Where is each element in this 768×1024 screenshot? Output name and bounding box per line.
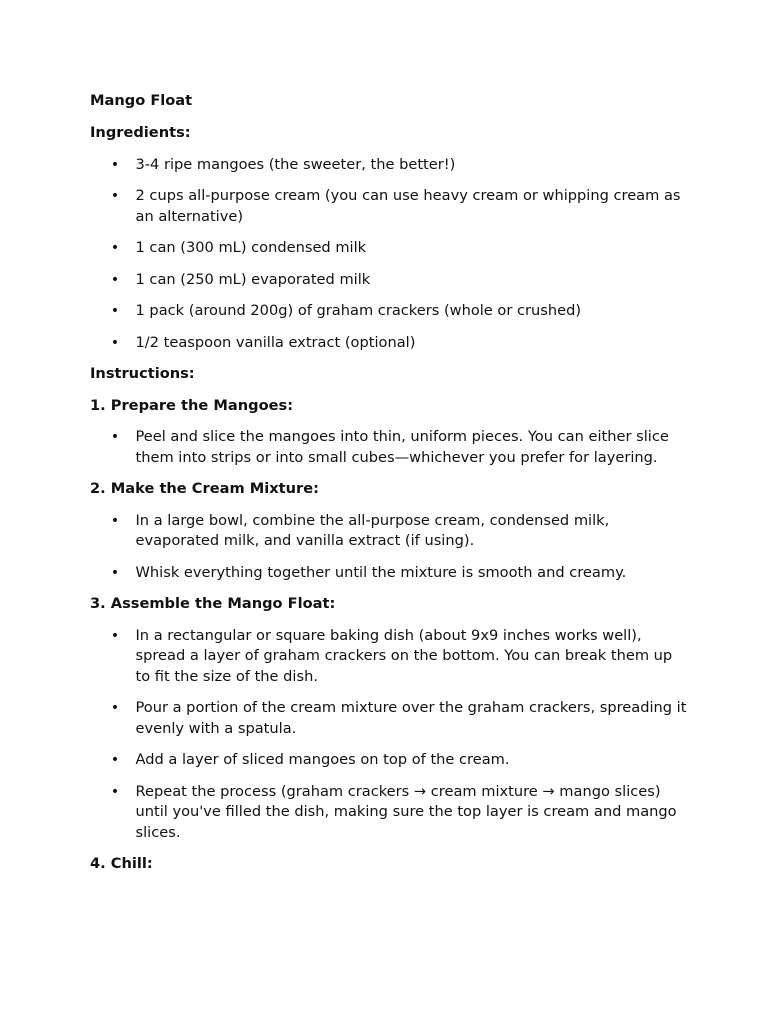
bullet-icon: •: [110, 512, 120, 529]
bullet-icon: •: [110, 429, 120, 445]
step-heading-assemble: 3. Assemble the Mango Float:: [90, 595, 336, 612]
ingredient-item: • 3-4 ripe mangoes (the sweeter, the better!): [90, 155, 690, 176]
instruction-item: • Peel and slice the mangoes into thin, uniform pieces. You can either slice them into strips or into small cubes—whichever you prefer for layering.: [110, 428, 669, 466]
step-heading-chill: 4. Chill:: [90, 855, 153, 872]
instructions-heading: Instructions:: [90, 365, 195, 382]
bullet-icon: •: [110, 188, 120, 204]
ingredient-item: • 1 can (300 mL) condensed milk: [90, 238, 690, 259]
step-2-list: [90, 511, 690, 584]
step-3-list: [90, 626, 690, 844]
step-heading-cream-mixture: 2. Make the Cream Mixture:: [90, 480, 319, 497]
step-heading-prepare-mangoes: 1. Prepare the Mangoes:: [90, 396, 294, 414]
step-1-list: [90, 427, 690, 468]
bullet-icon: •: [110, 303, 120, 319]
ingredient-item: • 2 cups all-purpose cream (you can use heavy cream or whipping cream as an alternative): [110, 187, 681, 225]
document-content: [90, 91, 690, 875]
bullet-icon: •: [110, 700, 120, 716]
bullet-icon: •: [110, 240, 120, 256]
instruction-item: • In a rectangular or square baking dish (about 9x9 inches works well), spread a layer of graham crackers on the bottom. You can break them up to fit the size of the dish.: [110, 626, 673, 685]
ingredient-item: • 1 can (250 mL) evaporated milk: [90, 270, 690, 291]
instruction-item: • Repeat the process (graham crackers → cream mixture → mango slices) until you've filled the dish, making sure the top layer is cream and mango slices.: [110, 782, 677, 841]
recipe-title: Mango Float: [90, 92, 193, 109]
instruction-item: • In a large bowl, combine the all-purpose cream, condensed milk, evaporated milk, and vanilla extract (if using).: [110, 511, 610, 549]
ingredient-item: • 1/2 teaspoon vanilla extract (optional): [90, 333, 690, 354]
instruction-item: • Whisk everything together until the mixture is smooth and creamy.: [90, 563, 690, 584]
instruction-item: • Pour a portion of the cream mixture over the graham crackers, spreading it evenly with a spatula.: [110, 699, 687, 737]
bullet-icon: •: [110, 271, 120, 288]
bullet-icon: •: [110, 334, 120, 351]
bullet-icon: •: [110, 156, 120, 173]
ingredients-list: [90, 155, 690, 354]
bullet-icon: •: [110, 564, 120, 581]
ingredients-heading: Ingredients:: [90, 124, 191, 141]
bullet-icon: •: [110, 752, 120, 768]
instruction-item: • Add a layer of sliced mangoes on top of the cream.: [90, 750, 690, 771]
ingredient-item: • 1 pack (around 200g) of graham crackers (whole or crushed): [90, 301, 690, 322]
bullet-icon: •: [110, 783, 120, 800]
bullet-icon: •: [110, 627, 120, 644]
